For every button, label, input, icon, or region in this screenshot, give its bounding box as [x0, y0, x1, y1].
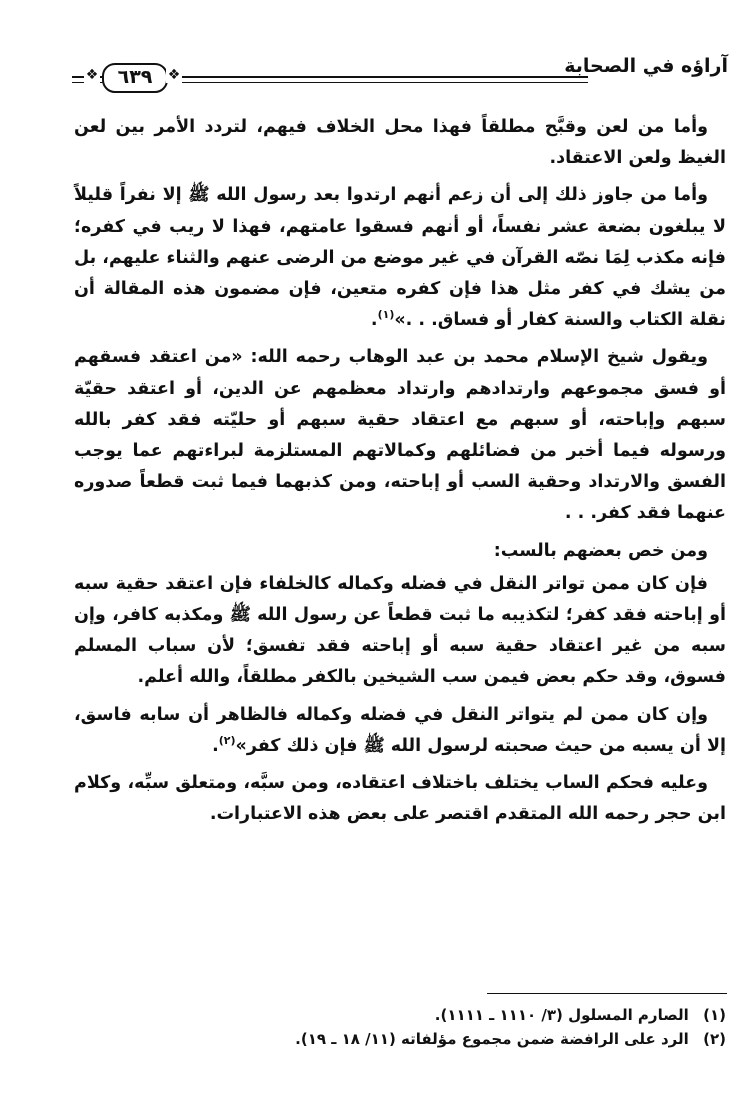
- paragraph: وإن كان ممن لم يتواتر النقل في فضله وكماله فالظاهر أن سابه فاسق، إلا أن يسبه من حيث صحبته لرسول الله ﷺ فإن ذلك كفر»$^{(٢)}$.: [74, 704, 726, 756]
- footnote-separator: [487, 993, 727, 994]
- footnote-text: الصارم المسلول (٣/ ١١١٠ ـ ١١١١).: [434, 1006, 689, 1024]
- footnote-number: (٢): [703, 1030, 726, 1048]
- footnote: [200, 1003, 726, 1027]
- footnote-ref[interactable]: (١): [377, 308, 395, 322]
- paragraph: ويقول شيخ الإسلام محمد بن عبد الوهاب رحمه الله: «من اعتقد فسقهم أو فسق مجموعهم وارتدادهم وارتداد معظمهم عن الدين، أو اعتقد حقيّة سبهم وإباحته، أو سبهم مع اعتقاد حقية سبهم أو حليّته فقد كفر بالله ورسوله فيما أخبر من فضائلهم وكمالاتهم المستلزمة لبراءتهم عما يوجب الفسق والارتداد وحقية السب أو إباحته، ومن كذبهما فيما ثبت قطعاً صدوره عنهما فقد كفر. . .: [74, 347, 726, 524]
- paragraph: وعليه فحكم الساب يختلف باختلاف اعتقاده، ومن سبَّه، ومتعلق سبِّه، وكلام ابن حجر رحمه الله المتقدم اقتصر على بعض هذه الاعتبارات.: [74, 773, 726, 825]
- paragraph: وأما من جاوز ذلك إلى أن زعم أنهم ارتدوا بعد رسول الله ﷺ إلا نفراً قليلاً لا يبلغون بضعة عشر نفساً، أو أنهم فسقوا عامتهم، فهذا لا ريب في كفره؛ فإنه مكذب لِمَا نصّه القرآن في غير موضع من الرضى عنهم والثناء عليهم، بل من يشك في كفر مثل هذا فإن كفره متعين، فإن مضمون هذه المقالة أن نقلة الكتاب والسنة كفار أو فساق. . .»$^{(١)}$.: [74, 185, 726, 331]
- main-text: [74, 112, 726, 836]
- footnotes: [200, 1003, 726, 1051]
- ornament-icon: ❖: [85, 67, 99, 83]
- footnote-ref[interactable]: (٢): [218, 734, 236, 748]
- paragraph: وأما من لعن وقبَّح مطلقاً فهذا محل الخلاف فيهم، لتردد الأمر بين لعن الغيظ ولعن الاعتقاد.: [74, 117, 726, 169]
- page-header: [72, 54, 728, 94]
- footnote: [200, 1027, 726, 1051]
- running-title: آراؤه في الصحابة: [564, 55, 728, 77]
- paragraph: فإن كان ممن تواتر النقل في فضله وكماله كالخلفاء فإن اعتقد حقية سبه أو إباحته فقد كفر؛ لتكذيبه ما ثبت قطعاً عن رسول الله ﷺ ومكذبه كافر، وإن سبه من غير اعتقاد حقية سبه أو إباحته فقد تفسق؛ لأن سباب المسلم فسوق، وقد حكم بعض فيمن سب الشيخين بالكفر مطلقاً، والله أعلم.: [74, 573, 726, 688]
- page-number: ٦٣٩: [102, 63, 168, 93]
- footnote-text: الرد على الرافضة ضمن مجموع مؤلفاته (١١/ ١٨ ـ ١٩).: [295, 1030, 689, 1048]
- ornament-icon: ❖: [167, 67, 181, 83]
- footnote-number: (١): [703, 1006, 726, 1024]
- paragraph: ومن خص بعضهم بالسب:: [493, 540, 708, 561]
